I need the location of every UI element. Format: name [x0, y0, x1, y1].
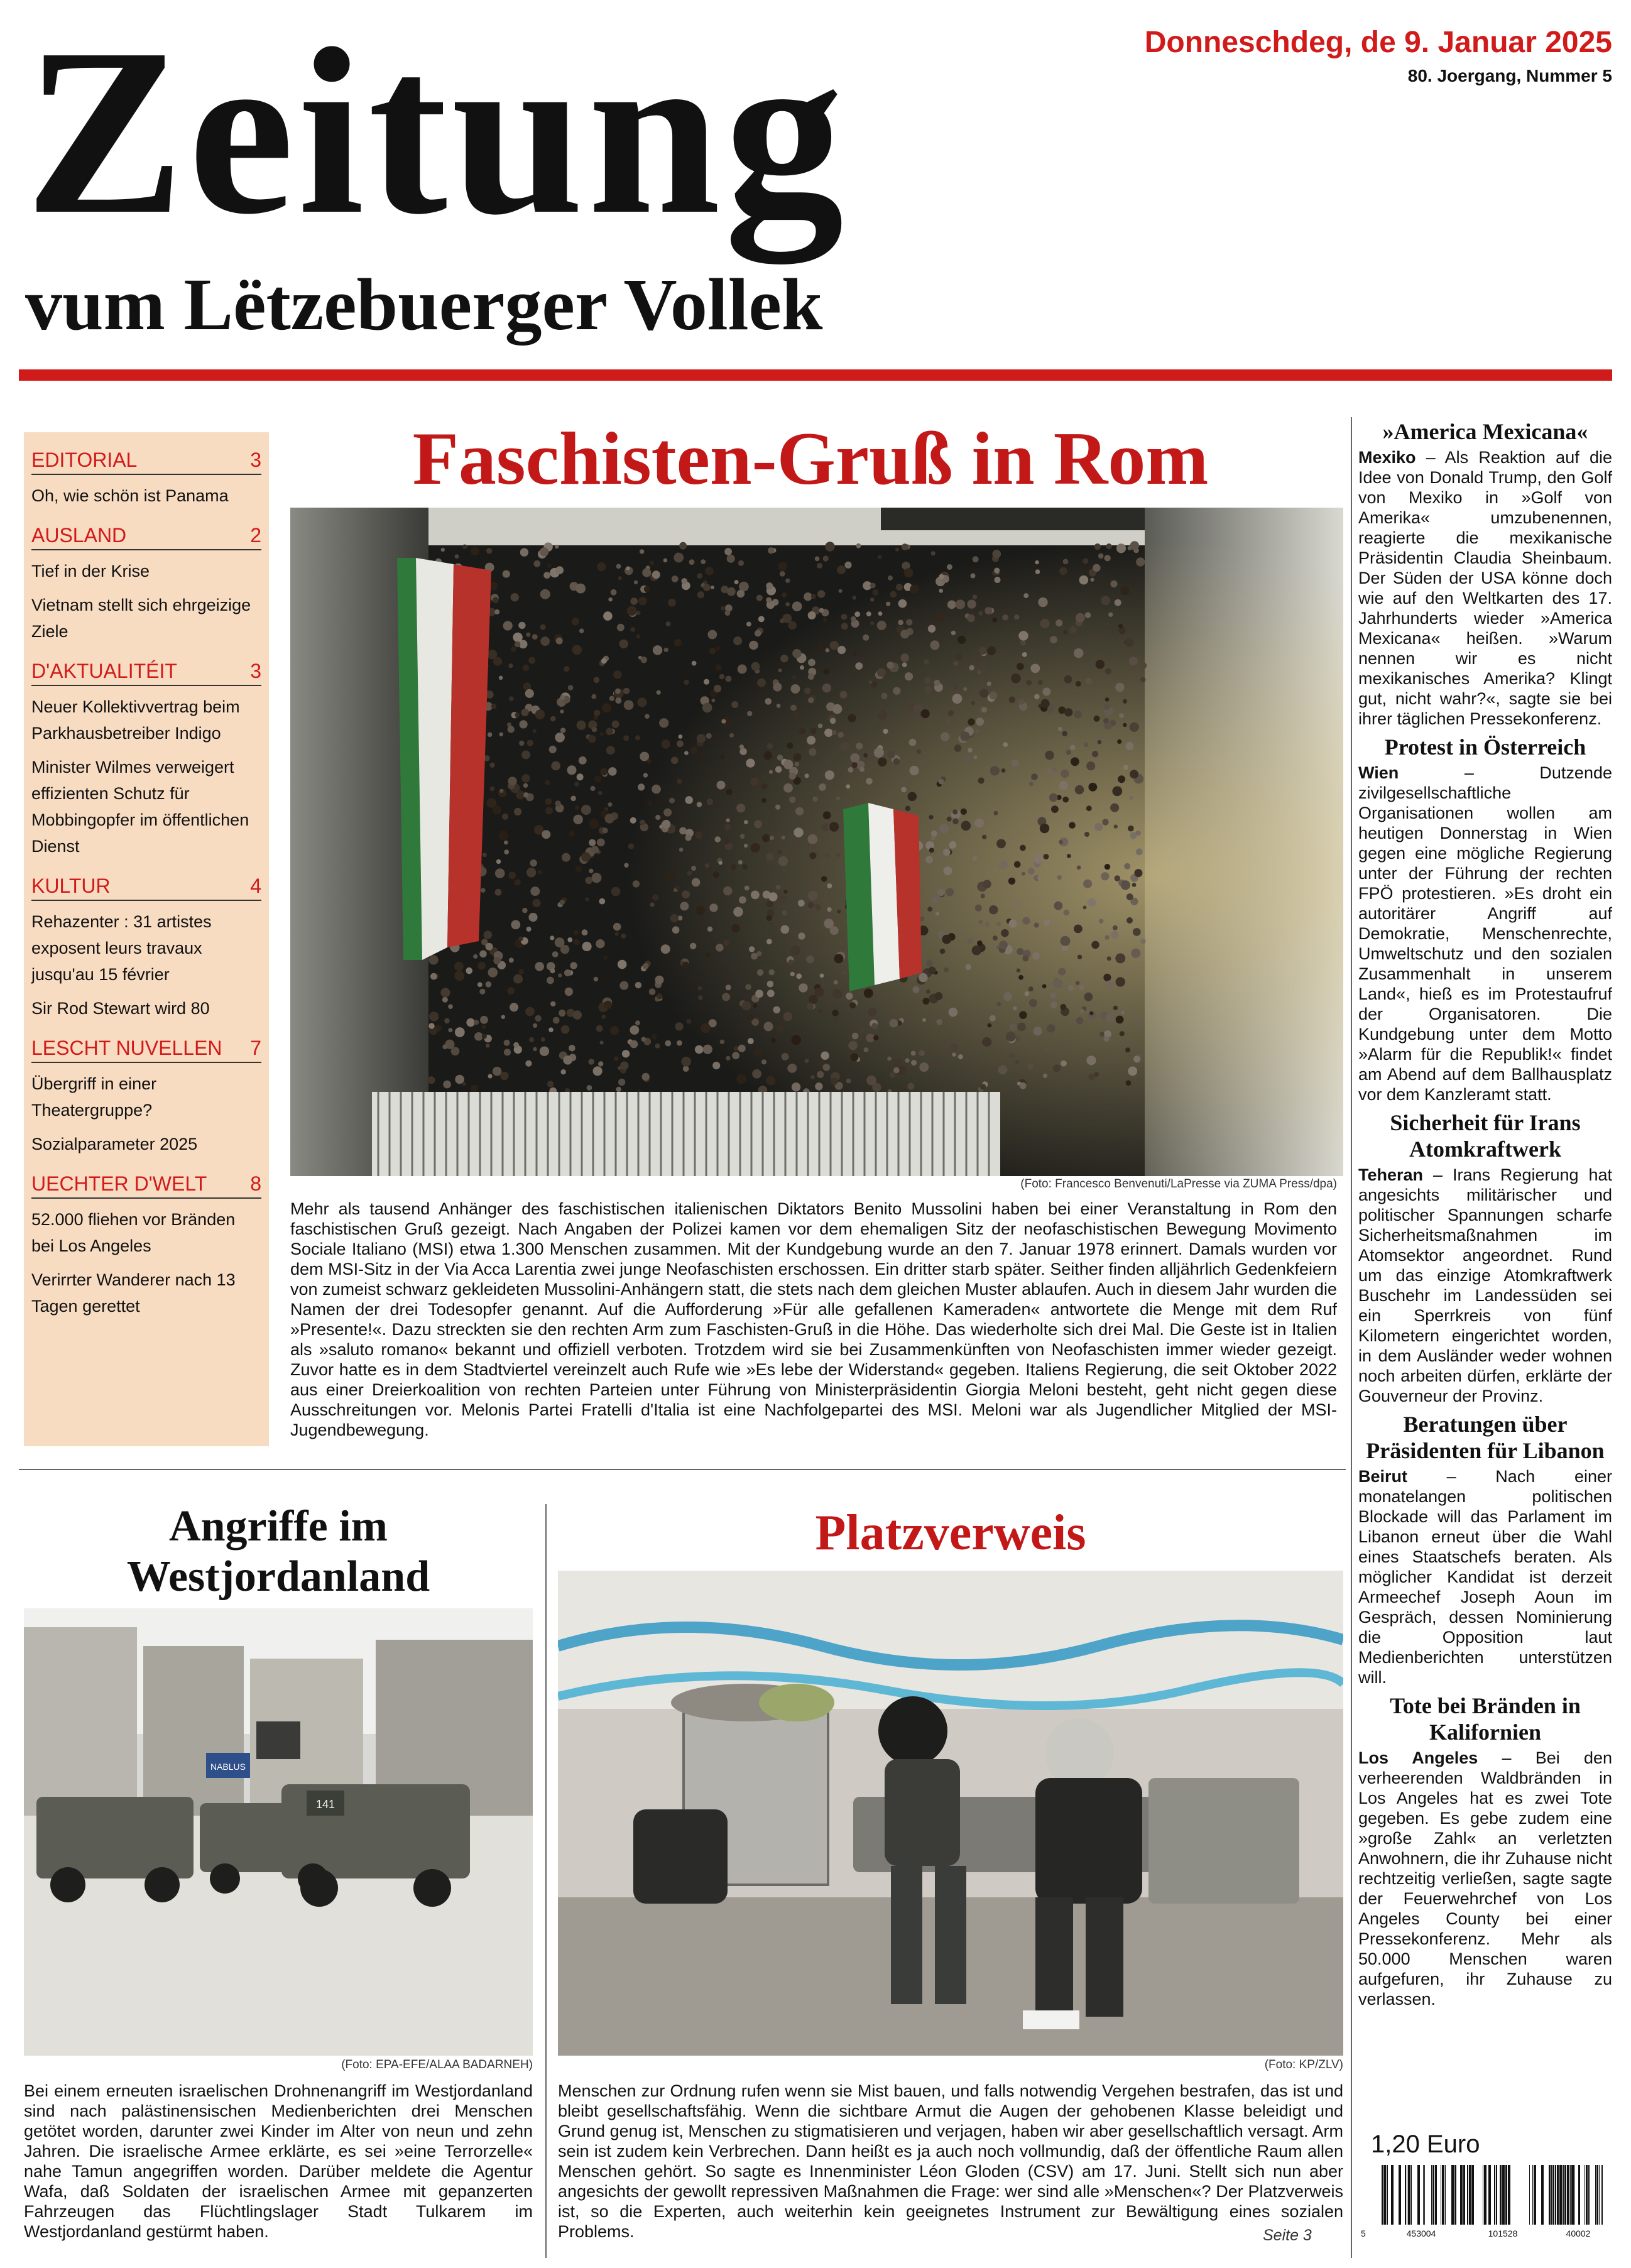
brief-body — [1358, 447, 1612, 729]
section-page-number: 7 — [250, 1037, 261, 1059]
section-divider — [19, 1469, 1346, 1470]
lead-body: Mehr als tausend Anhänger des faschistischen italienischen Diktators Benito Mussolini haben bei einer Veranstaltung in Rom den faschistischen Gruß gezeigt. Nach Angaben der Polizei kamen vor dem ehemaligen Sitz der neofaschistischen Bewegung Movimento Sociale Italiano (MSI) etwa 1.300 Menschen zusammen. Mit der Kundgebung wurde an den 7. Januar 1978 erinnert. Damals wurden vor dem MSI-Sitz in der Via Acca Larentia zwei junge Neofaschisten erschossen. Ein dritter starb später. Seither finden alljährlich Gedenkfeiern von zumeist schwarz gekleideten Mussolini-Anhängern statt, die stets nach dem gleichen Muster ablaufen. Auch in diesem Jahr wurden die Namen der drei Todesopfer genannt. Auf die Aufforderung »Für alle gefallenen Kameraden« antwortete die Menge mit dem Ruf »Presente!«. Dazu streckten sie den rechten Arm zum Faschisten-Gruß in die Höhe. Das wiederholte sich drei Mal. Die Geste ist in Italien als »saluto romano« bekannt und offiziell verboten. Trotzdem wird sie bei Zusammenkünften von Neofaschisten immer wieder gezeigt. Zuvor hatte es in dem Stadtviertel vereinzelt auch Rufe wie »Es lebe der Widerstand« gegeben. Italiens Regierung, die seit Oktober 2022 aus einer Dreierkoalition von rechten Parteien unter Führung von Ministerpräsidentin Giorgia Meloni besteht, geht nicht gegen diese Ausschreitungen vor. Melonis Partei Fratelli d'Italia ist eine Nachfolgepartei des MSI. Meloni war als Jugendlicher Mitglied der MSI-Jugendbewegung. — [290, 1199, 1337, 1439]
contents-item[interactable]: Vietnam stellt sich ehrgeizige Ziele — [31, 596, 251, 641]
story-center-headline[interactable]: Platzverweis — [815, 1505, 1086, 1561]
column-rule — [1351, 417, 1352, 2258]
price: 1,20 Euro — [1371, 2130, 1480, 2158]
news-brief — [1358, 734, 1612, 1104]
section-heading[interactable] — [31, 1035, 261, 1063]
brief-dateline: Wien — [1358, 763, 1399, 782]
contents-item[interactable]: Übergriff in einer Theatergruppe? — [31, 1074, 157, 1120]
brief-headline[interactable]: Protest in Österreich — [1384, 734, 1586, 760]
section-heading[interactable] — [31, 1171, 261, 1199]
section-page-number: 4 — [250, 875, 261, 897]
lead-headline[interactable]: Faschisten-Gruß in Rom — [412, 417, 1209, 500]
story-center-photo — [558, 1571, 1343, 2056]
section-name: EDITORIAL — [31, 449, 138, 471]
section-name: KULTUR — [31, 875, 111, 897]
brief-body — [1358, 1748, 1612, 2009]
section-page-number: 2 — [250, 524, 261, 547]
story-left-photo — [24, 1608, 533, 2056]
brief-text: – Als Reaktion auf die Idee von Donald Trump, den Golf von Mexiko in »Golf von Amerika« umzubenennen, reagierte die mexikanische Präsidentin Claudia Sheinbaum. Der Süden der USA könne doch wie auf den Weltkarten des 17. Jahrhunderts wieder »America Mexicana« heißen. »Warum nennen wir es nicht mexikanisches Amerika? Klingt gut, nicht wahr?«, sagte sie bei ihrer täglichen Pressekonferenz. — [1358, 448, 1612, 728]
contents-item[interactable]: Verirrter Wanderer nach 13 Tagen gerettet — [31, 1270, 236, 1316]
barcode-digits: 453004 — [1406, 2228, 1436, 2238]
brief-headline[interactable]: Sicherheit für Irans Atomkraftwerk — [1390, 1110, 1581, 1162]
brief-text: – Bei den verheerenden Waldbränden in Los Angeles hat es zwei Tote gegeben. Es gebe zudem eine »große Zahl« an verletzten Anwohnern, die ihr Zuhause nicht rechtzeitig verließen, sagte sagte der Feuerwehrchef von Los Angeles County bei einer Pressekonferenz. Mehr als 50.000 Menschen waren aufgefuren, ihr Zuhause zu verlassen. — [1358, 1748, 1612, 2009]
news-brief — [1358, 1411, 1612, 1687]
brief-text: – Nach einer monatelangen politischen Blockade will das Parlament im Libanon erneut über die Wahl eines Staatschefs beraten. Als möglicher Kandidat ist derzeit Armeechef Joseph Aoun im Gespräch, dessen Nominierung die Opposition laut Medienberichten unterstützen will. — [1358, 1467, 1612, 1687]
brief-body — [1358, 1165, 1612, 1406]
masthead-subtitle: vum Lëtzebuerger Vollek — [25, 263, 823, 346]
barcode-digits: 40002 — [1566, 2228, 1591, 2238]
brief-body — [1358, 1466, 1612, 1687]
section-heading[interactable] — [31, 873, 261, 901]
section-name: UECHTER D'WELT — [31, 1172, 207, 1195]
price-box — [1358, 2130, 1612, 2243]
brief-text: – Irans Regierung hat angesichts militärischer und politischer Spannungen scharfe Sicherheitsmaßnahmen im Atomsektor angeordnet. Rund um das einzige Atomkraftwerk Buschehr im Landessüden sei ein Sperrkreis von fünf Kilometern eingerichtet worden, in dem Ausländer weder wohnen noch arbeiten dürfen, erklärte der Gouverneur der Provinz. — [1358, 1165, 1612, 1405]
contents-item[interactable]: Tief in der Krise — [31, 562, 150, 581]
story-center-body: Menschen zur Ordnung rufen wenn sie Mist bauen, und falls notwendig Vergehen bestrafen, das ist und bleibt gesellschaftsfähig. Wenn die sichtbare Armut die Augen der gehobenen Klasse beleidigt und Grund genug ist, Menschen zu stigmatisieren und verjagen, haben wir aber gesellschaftlich versagt. Arm sein ist zudem kein Verbrechen. Dann heißt es ja auch noch vollmundig, daß der öffentliche Raum allen Menschen gehört. So sagte es Innenminister Léon Gloden (CSV) am 17. Juni. Stellt sich nun aber angesichts der gewollt repressiven Maßnahmen die Frage: wer sind alle »Menschen«? Der Platzverweis ist, so die Experten, auch weiterhin kein geeignetes Instrument zur Bewältigung eines sozialen Problems. — [558, 2081, 1343, 2241]
page-reference[interactable]: Seite 3 — [1263, 2227, 1312, 2244]
vehicle-number: 141 — [315, 1798, 335, 1811]
brief-text: – Dutzende zivilgesellschaftliche Organisationen wollen am heutigen Donnerstag in Wien gegen eine mögliche Regierung unter der Führung der rechten FPÖ protestieren. »Es droht ein autoritärer Angriff auf Demokratie, Menschenrechte, Umweltschutz und den sozialen Zusammenhalt in unserem Land«, hieß es im Protestaufruf der Organisatoren. Die Kundgebung unter dem Motto »Alarm für die Republik!« findet am Abend auf dem Ballhausplatz vor dem Kanzleramt statt. — [1358, 763, 1612, 1104]
brief-headline[interactable]: »America Mexicana« — [1382, 419, 1588, 444]
news-briefs-column — [1358, 418, 1612, 2014]
section-page-number: 8 — [250, 1172, 261, 1195]
section-page-number: 3 — [250, 660, 261, 682]
brief-dateline: Mexiko — [1358, 448, 1416, 467]
contents-item[interactable]: Sozialparameter 2025 — [31, 1135, 198, 1153]
news-brief — [1358, 418, 1612, 729]
issue-date: Donneschdeg, de 9. Januar 2025 — [1144, 26, 1612, 59]
column-rule — [545, 1504, 547, 2258]
issue-number: 80. Joergang, Nummer 5 — [1407, 66, 1612, 85]
masthead-rule — [19, 369, 1612, 381]
section-name: AUSLAND — [31, 524, 127, 547]
barcode-digit: 5 — [1361, 2228, 1366, 2238]
section-heading[interactable] — [31, 447, 261, 475]
brief-headline[interactable]: Tote bei Bränden in Kalifornien — [1390, 1693, 1581, 1745]
section-name: D'AKTUALITÉIT — [31, 660, 177, 682]
story-left-caption: (Foto: EPA-EFE/ALAA BADARNEH) — [341, 2058, 533, 2071]
contents-item[interactable]: 52.000 fliehen vor Bränden bei Los Angeles — [31, 1210, 236, 1255]
lead-photo-crowd — [290, 508, 1343, 1176]
story-left-body: Bei einem erneuten israelischen Drohnenangriff im Westjordanland sind nach palästinensischen Medienberichten drei Menschen getötet worden, darunter zwei Kinder im Alter von neun und zehn Jahren. Die israelische Armee erklärte, es sei »eine Terrorzelle« nahe Tamun angegriffen worden. Darüber meldete die Agentur Wafa, daß Soldaten der israelischen Armee mit gepanzerten Fahrzeugen das Flüchtlingslager Stadt Tulkarem im Westjordanland gestürmt haben. — [24, 2081, 533, 2241]
contents-item[interactable]: Rehazenter : 31 artistes exposent leurs travaux jusqu'au 15 février — [31, 912, 212, 984]
contents-item[interactable]: Minister Wilmes verweigert effizienten Schutz für Mobbingopfer im öffentlichen Dienst — [31, 758, 249, 856]
contents-item[interactable]: Oh, wie schön ist Panama — [31, 486, 229, 505]
contents-item[interactable]: Sir Rod Stewart wird 80 — [31, 999, 210, 1018]
story-center-caption: (Foto: KP/ZLV) — [1264, 2058, 1343, 2071]
brief-dateline: Teheran — [1358, 1165, 1424, 1184]
masthead-title: Zeitung — [25, 0, 848, 264]
brief-dateline: Los Angeles — [1358, 1748, 1478, 1767]
story-left-headline[interactable]: Angriffe im Westjordanland — [126, 1502, 430, 1601]
section-page-number: 3 — [250, 449, 261, 471]
lead-photo-caption: (Foto: Francesco Benvenuti/LaPresse via ZUMA Press/dpa) — [1020, 1177, 1337, 1191]
section-name: LESCHT NUVELLEN — [31, 1037, 222, 1059]
news-brief — [1358, 1109, 1612, 1406]
brief-body — [1358, 763, 1612, 1104]
contents-sidebar — [24, 432, 269, 1446]
section-heading[interactable] — [31, 658, 261, 686]
barcode-digits: 101528 — [1488, 2228, 1518, 2238]
brief-headline[interactable]: Beratungen über Präsidenten für Libanon — [1366, 1412, 1605, 1463]
section-heading[interactable] — [31, 523, 261, 550]
barcode — [1358, 2165, 1612, 2240]
contents-item[interactable]: Neuer Kollektivvertrag beim Parkhausbetreiber Indigo — [31, 697, 240, 743]
news-brief — [1358, 1693, 1612, 2009]
brief-dateline: Beirut — [1358, 1467, 1408, 1486]
road-sign: NABLUS — [210, 1762, 246, 1772]
